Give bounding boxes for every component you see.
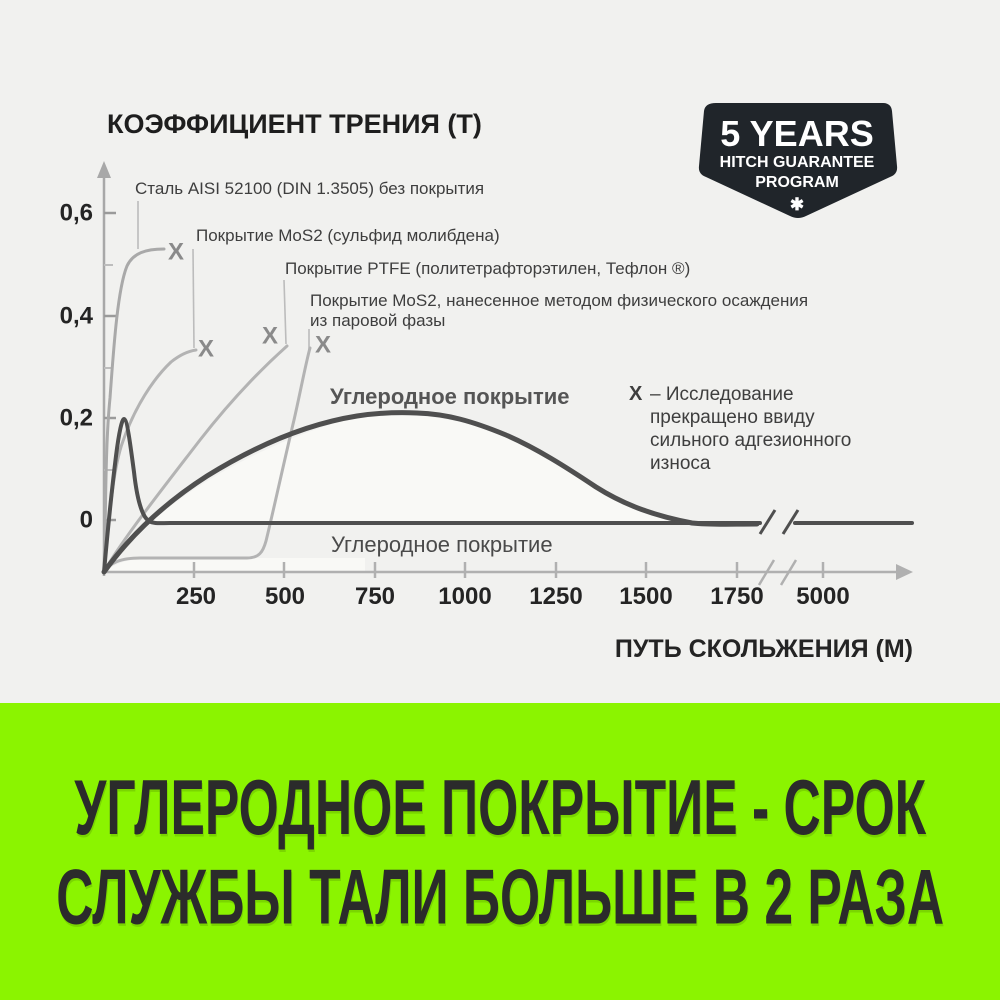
y-tick-label: 0 [79, 506, 93, 534]
x-tick-label: 1000 [438, 583, 492, 610]
chart-title: КОЭФФИЦИЕНТ ТРЕНИЯ (Т) [107, 109, 482, 139]
slogan-text-block [56, 762, 944, 941]
y-tick-label: 0,2 [59, 404, 93, 432]
x-tick-label: 750 [354, 583, 396, 610]
badge-line3: PROGRAM [755, 174, 839, 191]
y-tick-label: 0,6 [59, 199, 93, 227]
slogan-line2: СЛУЖБЫ ТАЛИ БОЛЬШЕ В 2 РАЗА [56, 852, 944, 940]
legend-item-ptfe: Покрытие PTFE (политетрафторэтилен, Тефлон ®) [285, 259, 691, 278]
x-note-line2: прекращено ввиду [650, 407, 815, 428]
terminated-marker-steel: X [167, 238, 185, 266]
x-note-marker: X [629, 383, 643, 405]
badge-asterisk-icon: ✱ [789, 195, 805, 214]
x-tick-label: 500 [264, 583, 306, 610]
badge-line2: HITCH GUARANTEE [719, 154, 875, 171]
slogan-banner [0, 703, 1000, 1000]
terminated-marker-mos2-pvd: X [314, 331, 332, 359]
x-tick-label: 1750 [710, 583, 764, 610]
x-axis-title: ПУТЬ СКОЛЬЖЕНИЯ (М) [614, 635, 913, 663]
x-tick-label: 1250 [529, 583, 583, 610]
x-tick-label: 1500 [619, 583, 673, 610]
legend-item-steel: Сталь AISI 52100 (DIN 1.3505) без покрытия [135, 179, 485, 198]
legend-item-mos2-pvd-line1: Покрытие MoS2, нанесенное методом физического осаждения [310, 291, 809, 310]
x-tick-label: 5000 [796, 583, 850, 610]
carbon-label-top: Углеродное покрытие [330, 384, 570, 409]
leader-line-mos2 [193, 249, 194, 348]
legend-item-mos2-pvd-line2: из паровой фазы [310, 311, 446, 330]
terminated-marker-mos2: X [197, 335, 215, 363]
x-note-line1: – Исследование [650, 384, 794, 405]
carbon-label-bottom: Углеродное покрытие [331, 532, 553, 557]
x-note-line3: сильного адгезионного [650, 430, 852, 451]
lower-left-fill [108, 558, 365, 571]
badge-line1: 5 YEARS [720, 113, 874, 154]
x-tick-label: 250 [175, 583, 217, 610]
legend-item-mos2: Покрытие MoS2 (сульфид молибдена) [196, 226, 500, 245]
y-tick-label: 0,4 [59, 302, 93, 330]
slogan-line1: УГЛЕРОДНОЕ ПОКРЫТИЕ - СРОК [74, 763, 926, 851]
x-note-line4: износа [650, 453, 711, 474]
terminated-marker-ptfe: X [261, 322, 279, 350]
